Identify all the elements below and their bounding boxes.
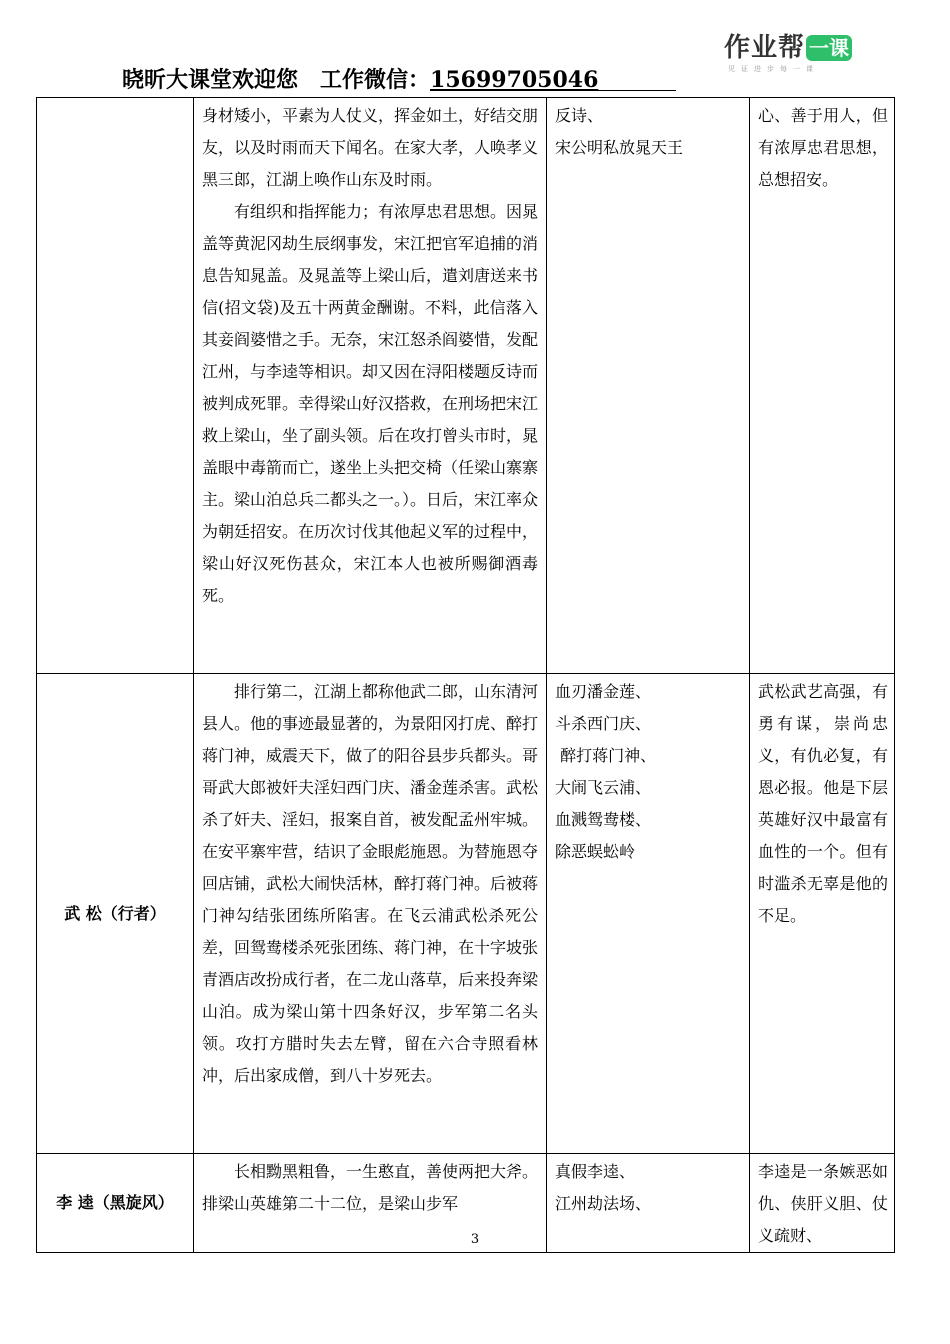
event-item: 血溅鸳鸯楼、 <box>555 810 652 829</box>
table-row <box>37 98 895 674</box>
page-header <box>122 66 676 94</box>
page-number: 3 <box>470 1232 480 1247</box>
character-evaluation: 武松武艺高强，有勇有谋，崇尚忠义，有仇必复，有恩必报。他是下层英雄好汉中最富有血性的一个。但有时滥杀无辜是他的不足。 <box>750 674 895 1154</box>
logo-badge: 一课 <box>806 35 852 61</box>
event-item: 江州劫法场、 <box>555 1194 652 1213</box>
bio-paragraph: 长相黝黑粗鲁，一生憨直，善使两把大斧。排梁山英雄第二十二位，是梁山步军 <box>202 1162 539 1213</box>
character-evaluation: 李逵是一条嫉恶如仇、侠肝义胆、仗义疏财、 <box>750 1154 895 1253</box>
event-item: 真假李逵、 <box>555 1162 636 1181</box>
character-table <box>36 97 895 1253</box>
logo-brand-text: 作业帮 <box>724 33 806 63</box>
character-events <box>547 674 750 1154</box>
event-item: 血刃潘金莲、 <box>555 682 652 701</box>
bio-paragraph: 有组织和指挥能力；有浓厚忠君思想。因晁盖等黄泥冈劫生辰纲事发，宋江把官军追捕的消息告知晁盖。及晁盖等上梁山后，遣刘唐送来书信(招文袋)及五十两黄金酬谢。不料，此信落入其妾阎婆惜之手。无奈，宋江怒杀阎婆惜，发配江州，与李逵等相识。却又因在浔阳楼题反诗而被判成死罪。幸得梁山好汉搭救，在刑场把宋江救上梁山，坐了副头领。后在攻打曾头市时，晁盖眼中毒箭而亡，遂坐上头把交椅（任梁山寨寨主。梁山泊总兵二都头之一。）。日后，宋江率众为朝廷招安。在历次讨伐其他起义军的过程中，梁山好汉死伤甚众，宋江本人也被所赐御酒毒死。 <box>202 202 539 605</box>
character-name: 武 松（行者） <box>37 674 194 1154</box>
character-evaluation: 心、善于用人，但有浓厚忠君思想，总想招安。 <box>750 98 895 674</box>
logo-slogan: 见证进步每一课 <box>728 65 819 73</box>
character-events <box>547 98 750 674</box>
header-welcome: 晓昕大课堂欢迎您 <box>122 67 299 93</box>
character-name <box>37 98 194 674</box>
brand-logo <box>724 33 854 75</box>
table-row <box>37 674 895 1154</box>
bio-paragraph: 身材矮小，平素为人仗义，挥金如土，好结交朋友，以及时雨而天下闻名。在家大孝，人唤孝义黑三郎，江湖上唤作山东及时雨。 <box>202 106 539 189</box>
event-item: 除恶蜈蚣岭 <box>555 842 636 861</box>
event-item: 反诗、 <box>555 106 604 125</box>
event-item: 宋公明私放晁天王 <box>555 138 684 157</box>
character-name: 李 逵（黑旋风） <box>37 1154 194 1253</box>
event-item: 斗杀西门庆、 <box>555 714 652 733</box>
header-contact-label: 工作微信： <box>320 67 431 93</box>
character-bio <box>194 674 547 1154</box>
event-item: 醉打蒋门神、 <box>555 746 657 765</box>
event-item: 大闹飞云浦、 <box>555 778 652 797</box>
character-bio <box>194 98 547 674</box>
header-phone: 15699705046 <box>430 67 599 93</box>
bio-paragraph: 排行第二，江湖上都称他武二郎，山东清河县人。他的事迹最显著的，为景阳冈打虎、醉打蒋门神，威震天下，做了的阳谷县步兵都头。哥哥武大郎被奸夫淫妇西门庆、潘金莲杀害。武松杀了奸夫、淫妇，报案自首，被发配孟州牢城。在安平寨牢营，结识了金眼彪施恩。为替施恩夺回店铺，武松大闹快活林，醉打蒋门神。后被蒋门神勾结张团练所陷害。在飞云浦武松杀死公差，回鸳鸯楼杀死张团练、蒋门神，在十字坡张青酒店改扮成行者，在二龙山落草，后来投奔梁山泊。成为梁山第十四条好汉，步军第二名头领。攻打方腊时失去左臂，留在六合寺照看林冲，后出家成僧，到八十岁死去。 <box>202 682 539 1085</box>
